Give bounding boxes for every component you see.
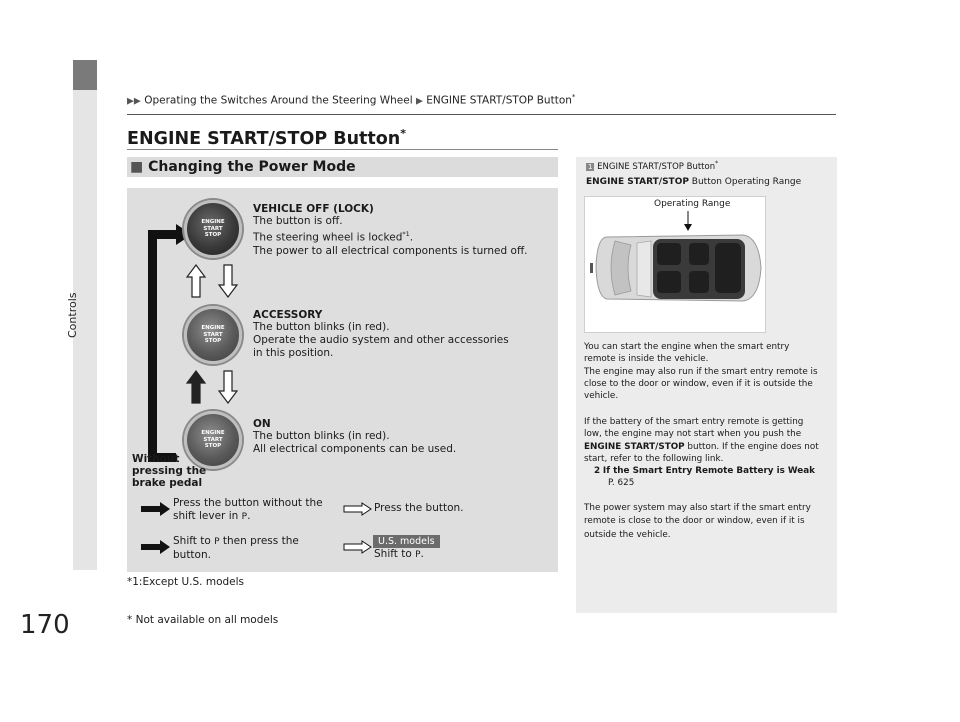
- legend-arrow-outline-icon: [343, 502, 373, 516]
- section-title-text: Changing the Power Mode: [148, 159, 356, 175]
- car-top-view-icon: [585, 197, 763, 330]
- state-title: ACCESSORY: [253, 309, 323, 321]
- page-number: 170: [20, 610, 70, 640]
- state-accessory-block: [253, 309, 509, 360]
- breadcrumb-item[interactable]: ENGINE START/STOP Button: [426, 94, 572, 107]
- header-rule: [127, 114, 836, 115]
- page-title-star: *: [400, 127, 407, 140]
- state-desc: All electrical components can be used.: [253, 443, 457, 455]
- breadcrumb: [127, 93, 575, 107]
- page-title: [127, 127, 406, 149]
- state-title: ON: [253, 418, 271, 430]
- reference-paragraph: You can start the engine when the smart entry remote is inside the vehicle. The engine may also run if the smart entry remote is close to the door or window, even if it is outside the vehicle.: [584, 342, 818, 402]
- battery-weak-link-page[interactable]: P. 625: [608, 478, 635, 489]
- reference-paragraph: If the battery of the smart entry remote is getting low, the engine may not start when you push the ENGINE START/STOP button. If the engine does not start, refer to the following link. 2 If the Smart Entry Remote Battery is Weak P. 625: [584, 416, 829, 490]
- state-off-block: [253, 203, 528, 258]
- state-desc: The power to all electrical components is turned off.: [253, 244, 528, 257]
- section-title: [130, 159, 356, 175]
- sidebar-section-label: Controls: [66, 292, 79, 338]
- engine-button-on-icon: ENGINE START STOP: [184, 411, 242, 469]
- legend-arrow-outline-icon: [343, 540, 373, 554]
- engine-button-off-icon: ENGINE START STOP: [184, 200, 242, 258]
- engine-button-accessory-icon: ENGINE START STOP: [184, 306, 242, 364]
- state-desc: Operate the audio system and other accessories: [253, 334, 509, 346]
- state-desc: The button is off.: [253, 215, 343, 227]
- without-brake-label: Without pressing the brake pedal: [132, 453, 207, 489]
- link-arrow-icon: 2: [594, 466, 601, 477]
- reference-heading: 1 ENGINE START/STOP Button*: [588, 160, 719, 172]
- legend-press-button: Press the button.: [374, 502, 464, 514]
- us-models-badge: U.S. models: [373, 535, 440, 548]
- breadcrumb-item[interactable]: Operating the Switches Around the Steering Wheel: [144, 94, 413, 107]
- legend-arrow-solid-icon: [141, 540, 171, 554]
- mode-transition-arrows-icon: [186, 264, 242, 298]
- legend-shift-then-press: Shift to P then press the button.: [173, 535, 299, 561]
- state-desc: The button blinks (in red).: [253, 430, 390, 442]
- breadcrumb-arrow-icon: ▶▶: [127, 96, 141, 107]
- state-on-block: [253, 418, 456, 456]
- title-rule: [127, 149, 558, 150]
- reference-paragraph: The power system may also start if the smart entry remote is close to the door or window, even if it is outside the vehicle.: [584, 503, 811, 540]
- state-desc: The button blinks (in red).: [253, 321, 390, 333]
- legend-shift-to-park: Shift to P.: [374, 548, 424, 560]
- operating-range-label: Operating Range: [654, 199, 731, 209]
- breadcrumb-arrow-icon: ▶: [415, 96, 423, 107]
- page-title-text: ENGINE START/STOP Button: [127, 128, 401, 149]
- footnote: *1:Except U.S. models: [127, 576, 245, 588]
- state-title: VEHICLE OFF (LOCK): [253, 203, 374, 215]
- legend-arrow-solid-icon: [141, 502, 171, 516]
- state-desc: in this position.: [253, 347, 334, 359]
- section-marker-icon: ■: [130, 159, 144, 175]
- bracket-line: [148, 230, 157, 462]
- legend-press-without-shift: Press the button without the shift lever in P.: [173, 497, 323, 522]
- bracket-line: [148, 230, 176, 239]
- mode-transition-arrows-icon: [186, 370, 242, 404]
- reference-subheading: ENGINE START/STOP Button Operating Range: [586, 177, 802, 187]
- state-desc: The steering wheel is locked$^{*1}$.: [253, 230, 414, 244]
- battery-weak-link[interactable]: If the Smart Entry Remote Battery is Weak: [602, 466, 816, 477]
- breadcrumb-star: *: [571, 93, 576, 101]
- section-tab-marker: [73, 60, 97, 90]
- reference-icon: 1: [588, 162, 593, 171]
- availability-note: * Not available on all models: [127, 614, 279, 626]
